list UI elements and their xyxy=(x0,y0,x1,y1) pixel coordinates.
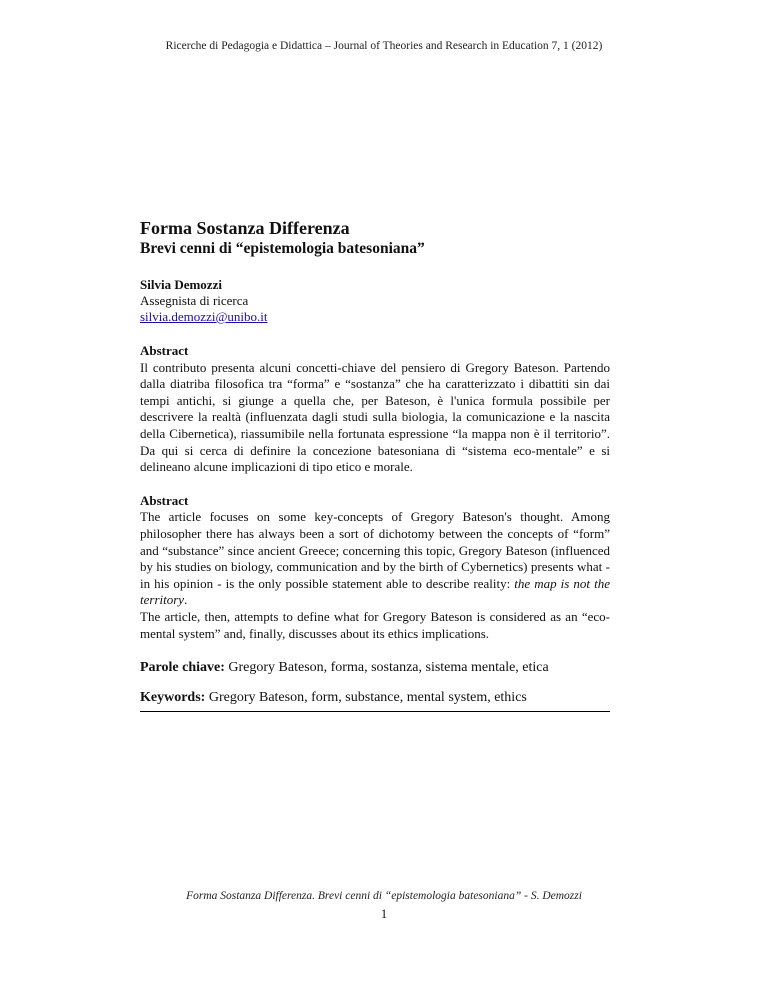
abstract-heading-en: Abstract xyxy=(140,492,189,508)
author-role: Assegnista di ricerca xyxy=(140,293,249,308)
article-title: Forma Sostanza Differenza xyxy=(140,218,350,238)
abstract-heading-it: Abstract xyxy=(140,343,189,358)
abstract-text-en-paragraph-2: The article, then, attempts to define what for Gregory Bateson is considered as an “eco-mental system” and, finally, discusses about its ethics implications. xyxy=(140,608,610,641)
keywords-it-value: Gregory Bateson, forma, sostanza, sistema mentale, etica xyxy=(228,660,549,676)
abstract-text-en xyxy=(140,509,610,609)
author-email-link[interactable]: silvia.demozzi@unibo.it xyxy=(140,309,268,324)
abstract-en-emphasis: the map is not the territory xyxy=(140,575,610,608)
page-number: 1 xyxy=(380,907,388,921)
keywords-en-value: Gregory Bateson, form, substance, mental system, ethics xyxy=(208,690,527,706)
abstract-english xyxy=(140,493,610,642)
running-header: Ricerche di Pedagogia e Didattica – Journal of Theories and Research in Education 7, 1 (2012) xyxy=(165,40,603,52)
keywords-en-label: Keywords: xyxy=(140,690,206,706)
keywords-it-label: Parole chiave: xyxy=(140,660,225,676)
abstract-en-text-part1: The article focuses on some key-concepts of Gregory Bateson's thought. Among philosopher there has always been a sort of dichotomy between the concepts of “form” and “substance” since ancient Greece; concerning this topic, Gregory Bateson (influenced by his studies on biology, communication and by the birth of Cybernetics) presents what - in his opinion - is the only possible statement able to describe reality: xyxy=(140,509,610,591)
keywords-italian xyxy=(140,659,610,677)
abstract-en-text-part2: . xyxy=(184,592,188,608)
section-divider xyxy=(140,711,610,712)
keywords-english xyxy=(140,689,610,707)
running-footer: Forma Sostanza Differenza. Brevi cenni di “epistemologia batesoniana” - S. Demozzi xyxy=(186,890,582,902)
abstract-text-it: Il contributo presenta alcuni concetti-chiave del pensiero di Gregory Bateson. Partendo dalla diatriba filosofica tra “forma” e “sostanza” che ha caratterizzato i dibattiti sin dai tempi antichi, si giunge a quella che, per Bateson, è l'unica formula possibile per descrivere la realtà (influenzata dagli studi sulla biologia, la comunicazione e la nascita della Cibernetica), riassumibile nella fortunata espressione “la mappa non è il territorio”. Da qui si cerca di definire la concezione batesoniana di “sistema eco-mentale” e si delineano alcune implicazioni di tipo etico e morale. xyxy=(140,359,610,475)
article-subtitle: Brevi cenni di “epistemologia batesoniana” xyxy=(140,240,425,257)
author-block xyxy=(140,277,610,325)
article-body xyxy=(140,218,610,712)
abstract-italian xyxy=(140,343,610,476)
author-name: Silvia Demozzi xyxy=(140,277,222,292)
